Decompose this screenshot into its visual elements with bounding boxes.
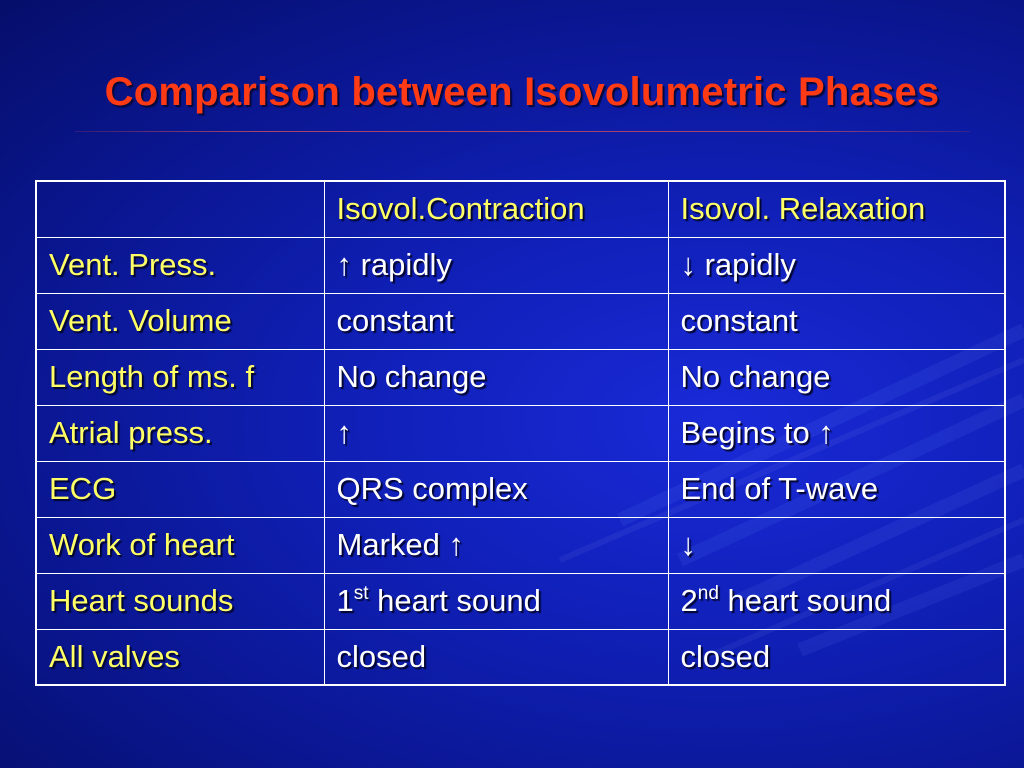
table-row-atrial-press	[36, 405, 1005, 461]
contraction-cell: ↑ rapidly	[324, 237, 668, 293]
row-label: Atrial press.	[36, 405, 324, 461]
table-row-heart-sounds	[36, 573, 1005, 629]
relaxation-cell: closed	[668, 629, 1005, 685]
ordinal-text: heart sound	[718, 583, 892, 618]
ordinal-text: heart sound	[368, 583, 541, 618]
table-row-vent-press	[36, 237, 1005, 293]
relaxation-cell: End of T-wave	[668, 461, 1005, 517]
relaxation-cell: constant	[668, 293, 1005, 349]
relaxation-cell: ↓	[668, 517, 1005, 573]
relaxation-cell: Begins to ↑	[668, 405, 1005, 461]
ordinal-suffix: st	[353, 583, 369, 604]
row-label: Vent. Press.	[36, 237, 324, 293]
relaxation-cell: No change	[668, 349, 1005, 405]
header-empty-cell	[36, 181, 324, 237]
ordinal-number: 1	[336, 583, 354, 618]
relaxation-cell: ↓ rapidly	[668, 237, 1005, 293]
table-row-ecg	[36, 461, 1005, 517]
row-label: ECG	[36, 461, 324, 517]
row-label: Work of heart	[36, 517, 324, 573]
contraction-cell: Marked ↑	[324, 517, 668, 573]
title-underline	[75, 131, 970, 132]
relaxation-cell	[668, 573, 1005, 629]
table-row-all-valves	[36, 629, 1005, 685]
row-label: Length of ms. f	[36, 349, 324, 405]
ordinal-number: 2	[680, 583, 698, 618]
table-header-row	[36, 181, 1005, 237]
contraction-cell: QRS complex	[324, 461, 668, 517]
contraction-cell: constant	[324, 293, 668, 349]
slide-title: Comparison between Isovolumetric Phases	[104, 70, 940, 114]
table-row-vent-volume	[36, 293, 1005, 349]
contraction-cell: ↑	[324, 405, 668, 461]
header-isovol-contraction: Isovol.Contraction	[324, 181, 668, 237]
contraction-cell: No change	[324, 349, 668, 405]
table-row-length-of-ms-f	[36, 349, 1005, 405]
contraction-cell: closed	[324, 629, 668, 685]
header-isovol-relaxation: Isovol. Relaxation	[668, 181, 1005, 237]
ordinal-suffix: nd	[697, 583, 719, 604]
row-label: Heart sounds	[36, 573, 324, 629]
row-label: All valves	[36, 629, 324, 685]
table-row-work-of-heart	[36, 517, 1005, 573]
comparison-table	[35, 180, 1006, 686]
row-label: Vent. Volume	[36, 293, 324, 349]
contraction-cell	[324, 573, 668, 629]
